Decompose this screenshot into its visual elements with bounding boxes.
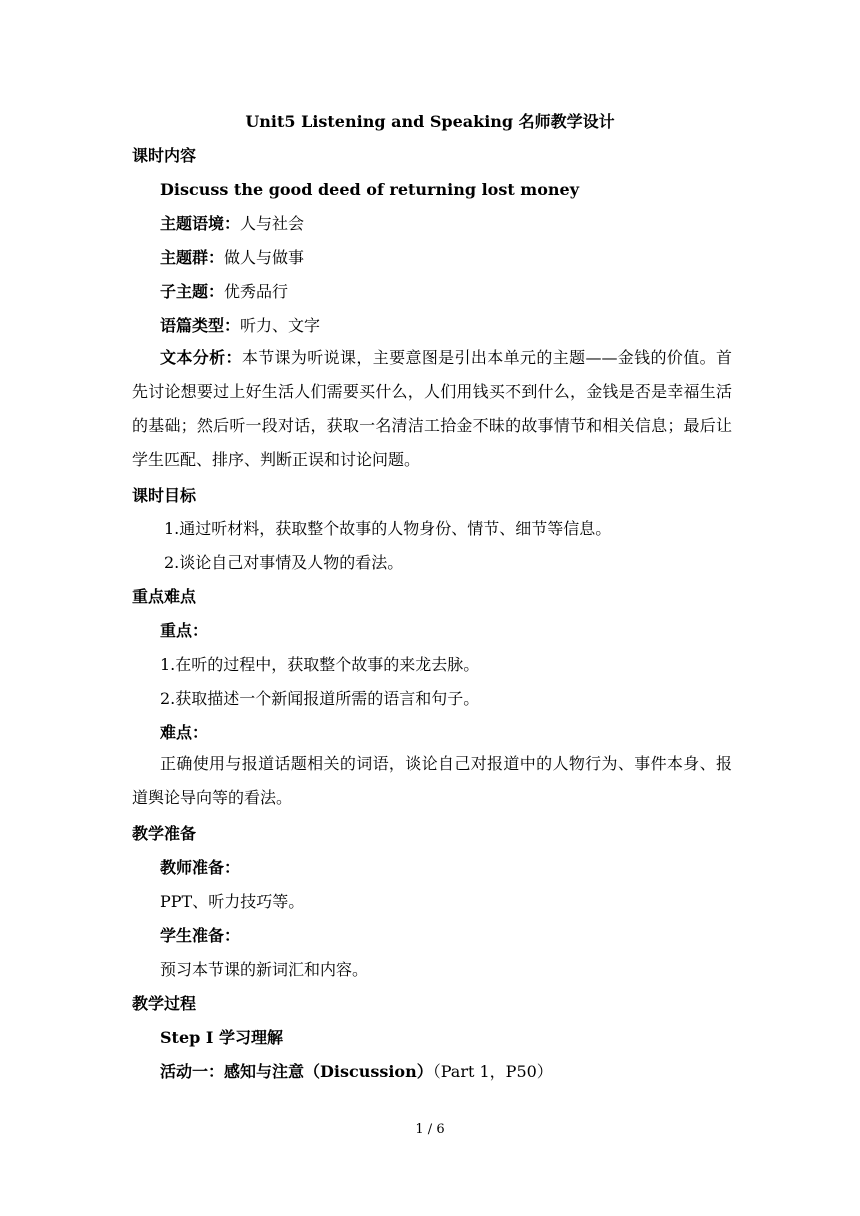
theme-group-value: 做人与做事 (224, 248, 305, 267)
teacher-prep-text: PPT、听力技巧等。 (160, 892, 305, 911)
heading-preparation: 教学准备 (132, 824, 197, 843)
text-analysis-value: 本节课为听说课，主要意图是引出本单元的主题——金钱的价值。首先讨论想要过上好生活人们需要买什么，人们用钱买不到什么，金钱是否是幸福生活的基础；然后听一段对话，获取一名清洁工拾金不昧的故事情节和相关信息；最后让学生匹配、排序、判断正误和讨论问题。 (132, 348, 732, 469)
activity-heading (160, 1062, 553, 1082)
sub-theme (160, 282, 288, 302)
activity-reference: （Part 1，P50） (432, 1062, 553, 1081)
text-analysis-paragraph (132, 341, 732, 477)
page-number: 1 / 6 (415, 1122, 445, 1137)
student-prep-label: 学生准备： (160, 926, 241, 945)
theme-context-value: 人与社会 (240, 214, 305, 233)
objective-item-2: 2.谈论自己对事情及人物的看法。 (164, 553, 404, 572)
difficult-point-text: 正确使用与报道话题相关的词语，谈论自己对报道中的人物行为、事件本身、报道舆论导向等的看法。 (132, 754, 732, 807)
difficult-point-label: 难点： (160, 723, 209, 742)
sub-theme-value: 优秀品行 (224, 282, 289, 301)
theme-context-label: 主题语境： (160, 214, 241, 233)
teacher-prep-label: 教师准备： (160, 858, 241, 877)
text-type-label: 语篇类型： (160, 316, 241, 335)
heading-process: 教学过程 (132, 994, 197, 1013)
text-type-value: 听力、文字 (240, 316, 321, 335)
key-point-label: 重点： (160, 621, 209, 640)
text-analysis-label: 文本分析： (160, 348, 242, 367)
key-point-item-1: 1.在听的过程中，获取整个故事的来龙去脉。 (160, 655, 480, 674)
heading-key-points: 重点难点 (132, 587, 197, 606)
heading-objectives: 课时目标 (132, 486, 197, 505)
sub-theme-label: 子主题： (160, 282, 225, 301)
heading-lesson-content: 课时内容 (132, 146, 197, 165)
document-title: Unit5 Listening and Speaking 名师教学设计 (245, 112, 615, 131)
step-heading: Step I 学习理解 (160, 1028, 283, 1047)
student-prep-text: 预习本节课的新词汇和内容。 (160, 960, 369, 979)
activity-title: 活动一：感知与注意（Discussion） (160, 1062, 433, 1081)
theme-context (160, 214, 304, 234)
theme-group-label: 主题群： (160, 248, 225, 267)
text-type (160, 316, 320, 336)
objective-item-1: 1.通过听材料，获取整个故事的人物身份、情节、细节等信息。 (164, 519, 612, 538)
theme-group (160, 248, 304, 268)
lesson-topic: Discuss the good deed of returning lost money (160, 180, 580, 199)
key-point-item-2: 2.获取描述一个新闻报道所需的语言和句子。 (160, 689, 480, 708)
